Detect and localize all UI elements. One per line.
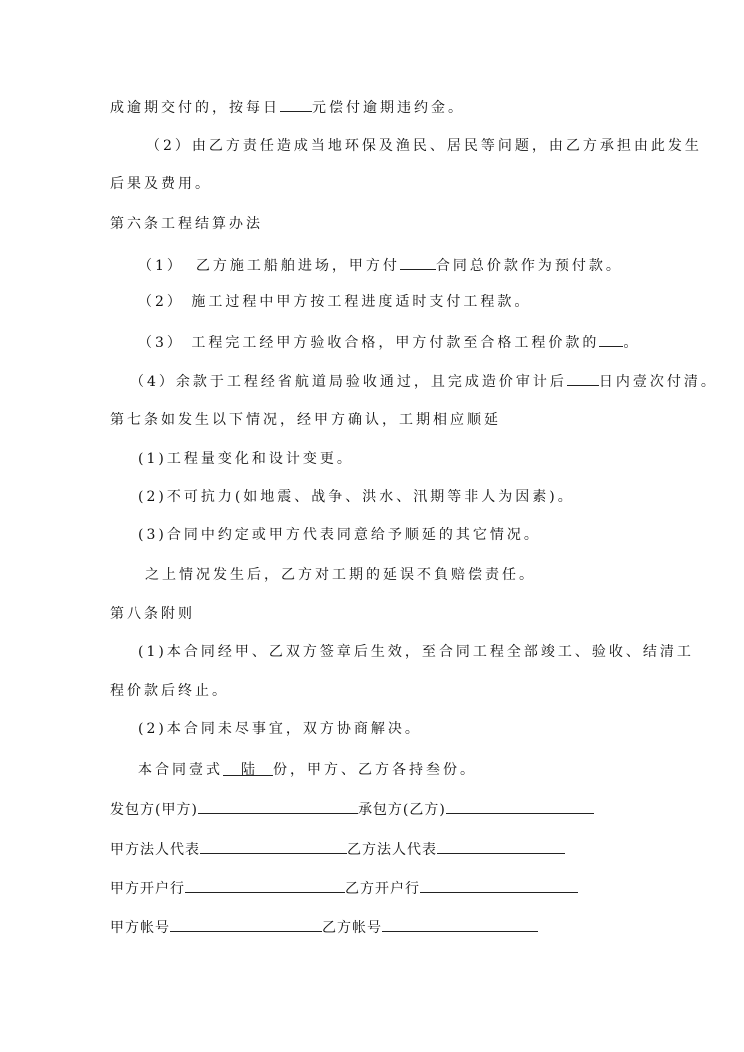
article-8-item-2: (2)本合同未尽事宜，双方协商解决。 xyxy=(138,721,422,737)
clause-2-cont: 后果及费用。 xyxy=(110,176,212,192)
clause-2: （2）由乙方责任造成当地环保及渔民、居民等问题，由乙方承担由此发生 xyxy=(146,138,702,154)
article-6-item-2: （2） 施工过程中甲方按工程进度适时支付工程款。 xyxy=(138,294,532,310)
signature-bank-row xyxy=(110,878,578,898)
signature-account-row xyxy=(110,917,538,937)
bank-b-line xyxy=(420,878,578,893)
text: 。 xyxy=(623,335,641,351)
text: 本合同壹式 xyxy=(138,762,223,778)
signature-party-row xyxy=(110,799,594,819)
article-6-item-1 xyxy=(138,255,623,275)
article-7-item-1: (1)工程量变化和设计变更。 xyxy=(138,451,354,467)
article-7-note: 之上情况发生后，乙方对工期的延误不負赔偿责任。 xyxy=(145,567,536,583)
rep-b-line xyxy=(437,839,565,854)
days-blank xyxy=(567,371,599,386)
text: 日内壹次付清。 xyxy=(598,374,718,390)
article-7-heading: 第七条如发生以下情况，经甲方确认，工期相应顺延 xyxy=(110,412,501,428)
article-8-item-1-cont: 程价款后终止。 xyxy=(110,683,229,699)
copies-line xyxy=(138,761,477,779)
daily-penalty-blank xyxy=(280,97,312,112)
text: 成逾期交付的，按每日 xyxy=(110,100,280,116)
label: 乙方开户行 xyxy=(345,881,420,897)
bank-a-line xyxy=(185,878,345,893)
party-b-signature-line xyxy=(446,799,594,814)
percent-blank xyxy=(599,332,623,347)
article-8-item-1: (1)本合同经甲、乙双方签章后生效，至合同工程全部竣工、验收、结清工 xyxy=(138,644,694,660)
text: 乙方施工船舶进场，甲方付 xyxy=(195,258,400,274)
label: 发包方(甲方) xyxy=(110,802,198,818)
account-b-line xyxy=(382,917,538,932)
article-7-item-3: (3)合同中约定或甲方代表同意给予顺延的其它情况。 xyxy=(138,527,541,543)
label: 乙方法人代表 xyxy=(347,842,437,858)
prepayment-blank xyxy=(400,255,436,270)
text: （4）余款于工程经省航道局验收通过，且完成造价审计后 xyxy=(130,374,567,390)
text: 份，甲方、乙方各持叁份。 xyxy=(273,762,477,778)
article-8-heading: 第八条附则 xyxy=(110,606,195,622)
text: 元偿付逾期违约金。 xyxy=(312,100,465,116)
account-a-line xyxy=(170,917,322,932)
copies-count: 陆 xyxy=(223,761,273,776)
label: 乙方帐号 xyxy=(322,920,382,936)
party-a-signature-line xyxy=(198,799,358,814)
label: 甲方帐号 xyxy=(110,920,170,936)
penalty-line xyxy=(110,97,465,117)
article-6-item-3 xyxy=(138,332,640,352)
label: 甲方法人代表 xyxy=(110,842,200,858)
article-7-item-2: (2)不可抗力(如地震、战争、洪水、汛期等非人为因素)。 xyxy=(138,489,575,505)
article-6-item-4 xyxy=(130,371,718,391)
rep-a-line xyxy=(200,839,347,854)
text: （1） xyxy=(138,258,184,274)
text: （3） 工程完工经甲方验收合格，甲方付款至合格工程价款的 xyxy=(138,335,600,351)
text: 合同总价款作为预付款。 xyxy=(435,258,623,274)
label: 甲方开户行 xyxy=(110,881,185,897)
signature-rep-row xyxy=(110,839,565,859)
label: 承包方(乙方) xyxy=(357,802,446,818)
article-6-heading: 第六条工程结算办法 xyxy=(110,216,263,232)
